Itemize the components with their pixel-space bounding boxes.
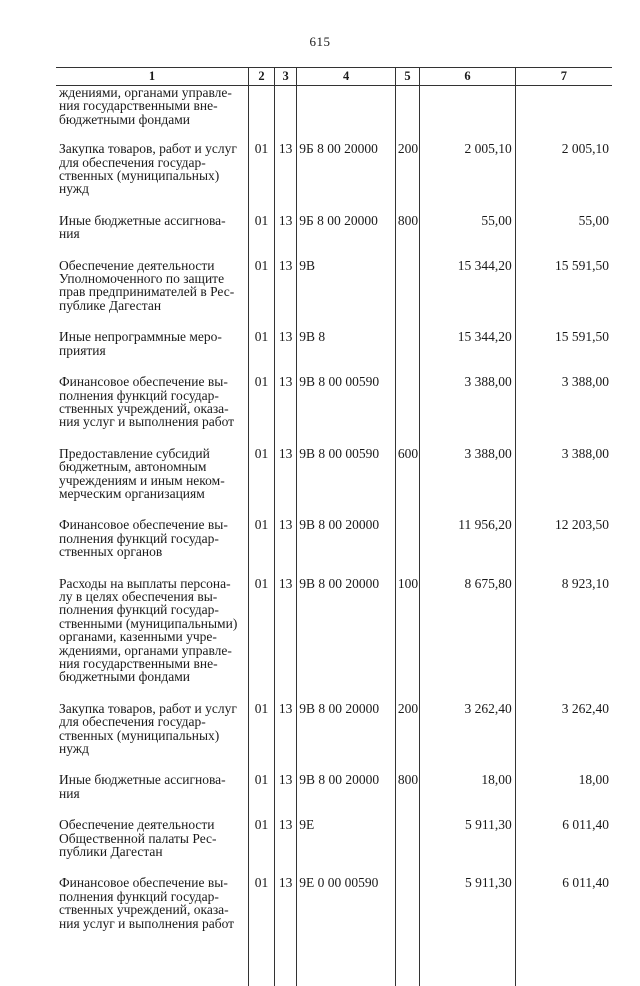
amount-col7: 3 388,00 xyxy=(515,375,612,447)
section-code: 01 xyxy=(248,577,274,702)
row-name: ждениями, органами управле- ния государственными вне- бюджетными фондами xyxy=(59,86,246,126)
amount-col6: 2 005,10 xyxy=(420,142,516,214)
empty-cell xyxy=(515,948,612,986)
subsection-code xyxy=(275,86,297,143)
table-row xyxy=(56,214,612,259)
row-name: Закупка товаров, работ и услуг для обеспечения государ- ственных (муниципальных) нужд xyxy=(59,142,246,196)
subsection-code: 13 xyxy=(275,702,297,774)
amount-col6: 55,00 xyxy=(420,214,516,259)
amount-col6: 18,00 xyxy=(420,773,516,818)
section-code: 01 xyxy=(248,142,274,214)
empty-cell xyxy=(275,948,297,986)
table-row xyxy=(56,330,612,375)
row-name: Расходы на выплаты персона- лу в целях обеспечения вы- полнения функций государ- ственными (муниципальными) органами, казенными учре- ждениями, органами управле- ния государственными вне- бюджетными фондами xyxy=(59,577,246,684)
subsection-code: 13 xyxy=(275,375,297,447)
target-article-code: 9В 8 00 20000 xyxy=(297,577,396,702)
amount-col7: 12 203,50 xyxy=(515,518,612,576)
expense-type-code: 800 xyxy=(395,214,419,259)
table-row-empty xyxy=(56,948,612,986)
subsection-code: 13 xyxy=(275,577,297,702)
section-code: 01 xyxy=(248,375,274,447)
expense-type-code: 200 xyxy=(395,702,419,774)
amount-col6: 3 388,00 xyxy=(420,375,516,447)
amount-col7 xyxy=(515,86,612,143)
table-header-row xyxy=(56,68,612,86)
row-name-cell xyxy=(56,214,248,259)
amount-col6: 5 911,30 xyxy=(420,818,516,876)
table-row xyxy=(56,818,612,876)
expense-type-code xyxy=(395,518,419,576)
row-name-cell xyxy=(56,330,248,375)
table-row xyxy=(56,577,612,702)
subsection-code: 13 xyxy=(275,773,297,818)
table-row xyxy=(56,876,612,948)
subsection-code: 13 xyxy=(275,214,297,259)
row-name: Иные непрограммные меро- приятия xyxy=(59,330,246,357)
target-article-code xyxy=(297,86,396,143)
subsection-code: 13 xyxy=(275,876,297,948)
budget-table xyxy=(56,67,612,986)
column-header: 5 xyxy=(395,68,419,86)
column-header: 4 xyxy=(297,68,396,86)
amount-col7: 8 923,10 xyxy=(515,577,612,702)
row-name-cell xyxy=(56,447,248,519)
section-code: 01 xyxy=(248,518,274,576)
table-row xyxy=(56,375,612,447)
section-code xyxy=(248,86,274,143)
amount-col6: 8 675,80 xyxy=(420,577,516,702)
section-code: 01 xyxy=(248,259,274,331)
amount-col6: 15 344,20 xyxy=(420,330,516,375)
column-header: 1 xyxy=(56,68,248,86)
column-header: 6 xyxy=(420,68,516,86)
table-body xyxy=(56,86,612,986)
target-article-code: 9В 8 00 20000 xyxy=(297,518,396,576)
expense-type-code: 800 xyxy=(395,773,419,818)
expense-type-code xyxy=(395,375,419,447)
row-name: Финансовое обеспечение вы- полнения функций государ- ственных учреждений, оказа- ния услуг и выполнения работ xyxy=(59,876,246,930)
section-code: 01 xyxy=(248,818,274,876)
column-header: 2 xyxy=(248,68,274,86)
target-article-code: 9В xyxy=(297,259,396,331)
amount-col7: 18,00 xyxy=(515,773,612,818)
table-row xyxy=(56,518,612,576)
table-row xyxy=(56,142,612,214)
amount-col7: 6 011,40 xyxy=(515,876,612,948)
row-name-cell xyxy=(56,142,248,214)
expense-type-code xyxy=(395,876,419,948)
expense-type-code xyxy=(395,259,419,331)
amount-col7: 15 591,50 xyxy=(515,259,612,331)
amount-col7: 6 011,40 xyxy=(515,818,612,876)
row-name: Предоставление субсидий бюджетным, автономным учреждениям и иным неком- мерческим организациям xyxy=(59,447,246,501)
amount-col6 xyxy=(420,86,516,143)
row-name-cell xyxy=(56,518,248,576)
subsection-code: 13 xyxy=(275,259,297,331)
section-code: 01 xyxy=(248,702,274,774)
table-row xyxy=(56,86,612,143)
row-name: Закупка товаров, работ и услуг для обеспечения государ- ственных (муниципальных) нужд xyxy=(59,702,246,756)
target-article-code: 9Б 8 00 20000 xyxy=(297,214,396,259)
target-article-code: 9Б 8 00 20000 xyxy=(297,142,396,214)
section-code: 01 xyxy=(248,447,274,519)
subsection-code: 13 xyxy=(275,518,297,576)
amount-col7: 2 005,10 xyxy=(515,142,612,214)
column-header: 3 xyxy=(275,68,297,86)
table-row xyxy=(56,702,612,774)
row-name-cell xyxy=(56,86,248,143)
subsection-code: 13 xyxy=(275,142,297,214)
row-name: Финансовое обеспечение вы- полнения функций государ- ственных учреждений, оказа- ния услуг и выполнения работ xyxy=(59,375,246,429)
empty-cell xyxy=(297,948,396,986)
empty-cell xyxy=(420,948,516,986)
amount-col7: 55,00 xyxy=(515,214,612,259)
amount-col6: 15 344,20 xyxy=(420,259,516,331)
target-article-code: 9В 8 00 20000 xyxy=(297,702,396,774)
expense-type-code: 100 xyxy=(395,577,419,702)
section-code: 01 xyxy=(248,773,274,818)
amount-col6: 5 911,30 xyxy=(420,876,516,948)
section-code: 01 xyxy=(248,330,274,375)
row-name: Обеспечение деятельности Уполномоченного по защите прав предпринимателей в Рес- публике Дагестан xyxy=(59,259,246,313)
amount-col6: 11 956,20 xyxy=(420,518,516,576)
amount-col7: 15 591,50 xyxy=(515,330,612,375)
target-article-code: 9В 8 00 20000 xyxy=(297,773,396,818)
target-article-code: 9Е 0 00 00590 xyxy=(297,876,396,948)
row-name-cell xyxy=(56,577,248,702)
amount-col6: 3 262,40 xyxy=(420,702,516,774)
amount-col7: 3 262,40 xyxy=(515,702,612,774)
row-name-cell xyxy=(56,818,248,876)
row-name-cell xyxy=(56,702,248,774)
expense-type-code: 600 xyxy=(395,447,419,519)
target-article-code: 9В 8 xyxy=(297,330,396,375)
expense-type-code xyxy=(395,330,419,375)
table-row xyxy=(56,773,612,818)
row-name-cell xyxy=(56,876,248,948)
subsection-code: 13 xyxy=(275,447,297,519)
expense-type-code xyxy=(395,818,419,876)
page-number: 615 xyxy=(0,34,640,50)
row-name: Иные бюджетные ассигнова- ния xyxy=(59,214,246,241)
subsection-code: 13 xyxy=(275,330,297,375)
empty-cell xyxy=(56,948,248,986)
section-code: 01 xyxy=(248,876,274,948)
section-code: 01 xyxy=(248,214,274,259)
row-name-cell xyxy=(56,259,248,331)
row-name: Финансовое обеспечение вы- полнения функций государ- ственных органов xyxy=(59,518,246,558)
row-name: Иные бюджетные ассигнова- ния xyxy=(59,773,246,800)
amount-col7: 3 388,00 xyxy=(515,447,612,519)
table-row xyxy=(56,447,612,519)
target-article-code: 9Е xyxy=(297,818,396,876)
row-name-cell xyxy=(56,375,248,447)
subsection-code: 13 xyxy=(275,818,297,876)
empty-cell xyxy=(248,948,274,986)
row-name-cell xyxy=(56,773,248,818)
target-article-code: 9В 8 00 00590 xyxy=(297,447,396,519)
empty-cell xyxy=(395,948,419,986)
target-article-code: 9В 8 00 00590 xyxy=(297,375,396,447)
column-header: 7 xyxy=(515,68,612,86)
amount-col6: 3 388,00 xyxy=(420,447,516,519)
expense-type-code xyxy=(395,86,419,143)
table-row xyxy=(56,259,612,331)
expense-type-code: 200 xyxy=(395,142,419,214)
row-name: Обеспечение деятельности Общественной палаты Рес- публики Дагестан xyxy=(59,818,246,858)
